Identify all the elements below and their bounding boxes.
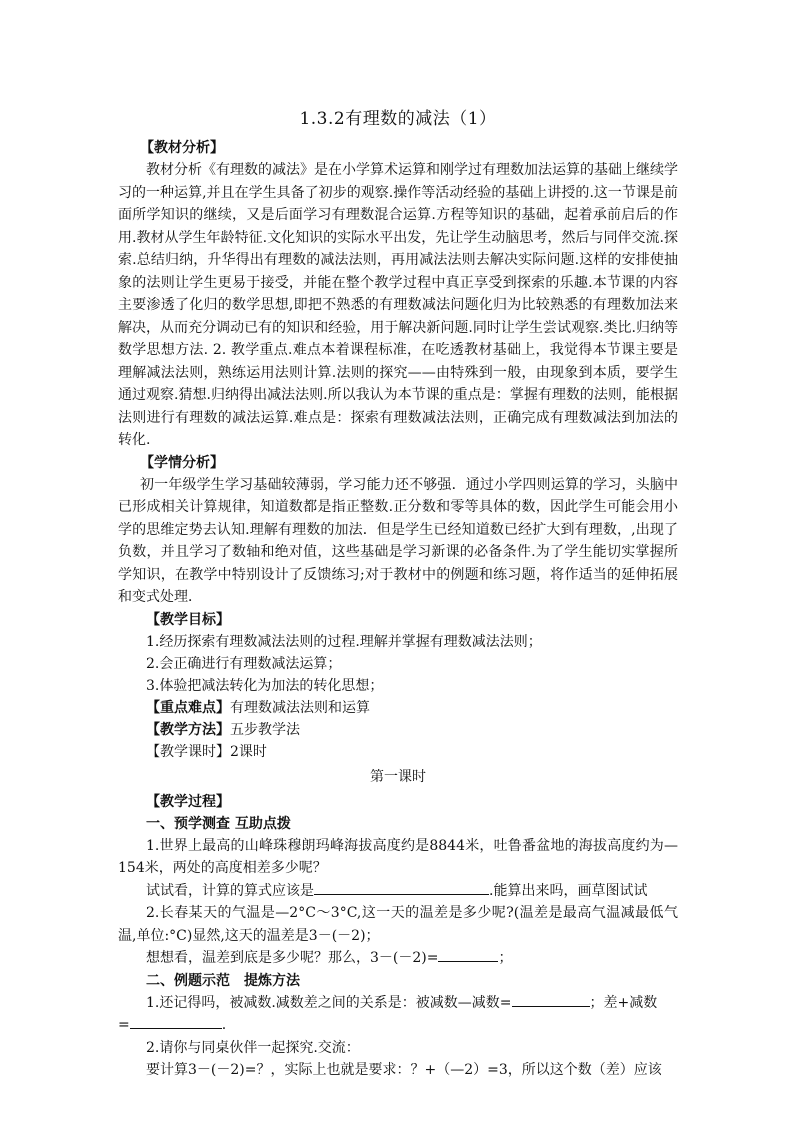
part1-think-text-b: ； [498,950,513,966]
method-text: 五步教学法 [230,721,300,738]
analysis-paragraph: 教材分析《有理数的减法》是在小学算术运算和刚学过有理数加法运算的基础上继续学习的一种运算,并且在学生具备了初步的观察.操作等活动经验的基础上讲授的.这一节课是前面所学知识的继续，又是后面学习有理数混合运算.方程等知识的基础，起着承前启后的作用.教材从学生年龄特征.文化知识的实际水平出发，先让学生动脑思考，然后与同伴交流.探索.总结归纳，升华得出有理数的减法法则，再用减法法则去解决实际问题.这样的安排使抽象的法则让学生更易于接受，并能在整个教学过程中真正享受到探索的乐趣.本节课的内容主要渗透了化归的数学思想,即把不熟悉的有理数减法问题化归为比较熟悉的有理数加法来解决，从而充分调动已有的知识和经验，用于解决新问题.同时让学生尝试观察.类比.归纳等数学思想方法. 2. 教学重点.难点本着课程标准，在吃透教材基础上，我觉得本节课主要是理解减法法则，熟练运用法则计算.法则的探究——由特殊到一般，由现象到本质，要学生通过观察.猜想.归纳得出减法法则.所以我认为本节课的重点是：掌握有理数的法则，能根据法则进行有理数的减法运算.难点是：探索有理数减法法则，正确完成有理数减法到加法的转化. [118,162,678,448]
answer-blank[interactable] [130,1014,222,1029]
part2-question-1-cont [118,1014,678,1037]
part2-q1-text-a: 1.还记得吗，被减数.减数差之间的关系是：被减数—减数= [146,994,512,1011]
key-points-text: 有理数减法法则和运算 [230,699,370,716]
part1-question-1: 1.世界上最高的山峰珠穆朗玛峰海拔高度约是8844米，吐鲁番盆地的海拔高度约为—154米，两处的高度相差多少呢？ [118,837,678,876]
key-points-label: 【重点难点】 [146,699,230,716]
goal-item-2: 2.会正确进行有理数减法运算； [146,655,342,672]
part2-heading: 二、例题示范 提炼方法 [146,972,300,989]
section-heading-process: 【教学过程】 [146,793,230,810]
hours-label: 【教学课时】 [146,743,230,760]
part2-q1-text-d: . [221,1017,227,1033]
part1-try-text-b: .能算出来吗，画草图试试 [489,882,648,899]
part2-question-2: 2.请你与同桌伙伴一起探究.交流： [146,1039,360,1056]
hours-line [118,741,678,763]
lesson-title: 第一课时 [370,768,426,785]
part1-try-line [118,880,678,903]
students-paragraph: 初一年级学生学习基础较薄弱，学习能力还不够强．通过小学四则运算的学习，头脑中已形成相关计算规律，知道数都是指正整数.正分数和零等具体的数，因此学生可能会用小学的思维定势去认知.理解有理数的加法．但是学生已经知道数已经扩大到有理数，,出现了负数，并且学习了数轴和绝对值，这些基础是学习新课的必备条件.为了学生能切实掌握所学知识，在教学中特别设计了反馈练习;对于教材中的例题和练习题，将作适当的延伸拓展和变式处理． [118,476,678,605]
document-page [118,104,678,1082]
key-points-line [118,697,678,719]
answer-blank[interactable] [438,947,498,962]
part1-heading: 一、预学测查 互助点拨 [146,815,291,832]
part2-q1-text-b: ；差+减数 [589,994,658,1011]
answer-blank[interactable] [314,880,489,895]
section-heading-analysis: 【教材分析】 [140,140,224,156]
hours-text: 2课时 [230,743,267,760]
goal-item-3: 3.体验把减法转化为加法的转化思想； [146,677,384,694]
goal-item-1: 1.经历探索有理数减法法则的过程.理解并掌握有理数减法法则； [146,633,542,650]
part1-think-text-a: 想想看，温差到底是多少呢？那么，3－(－2)= [146,950,439,966]
part2-q1-text-c: = [118,1017,130,1033]
part1-think-line [118,947,678,970]
part1-try-text-a: 试试看，计算的算式应该是 [146,882,314,899]
section-heading-goals: 【教学目标】 [146,611,230,628]
method-label: 【教学方法】 [146,721,230,738]
part2-question-1 [118,992,678,1015]
page-title: 1.3.2有理数的减法（1） [299,109,497,129]
section-heading-students: 【学情分析】 [140,454,224,471]
answer-blank[interactable] [512,992,590,1007]
part1-question-2: 2.长春某天的气温是—2°C～3°C,这一天的温差是多少呢?(温差是最高气温减最低气温,单位:°C)显然,这天的温差是3－(－2)； [118,905,678,944]
part2-question-2-text: 要计算3－(－2)=？，实际上也就是要求：？+（—2）=3，所以这个数（差）应该 [146,1062,662,1078]
method-line [118,719,678,741]
